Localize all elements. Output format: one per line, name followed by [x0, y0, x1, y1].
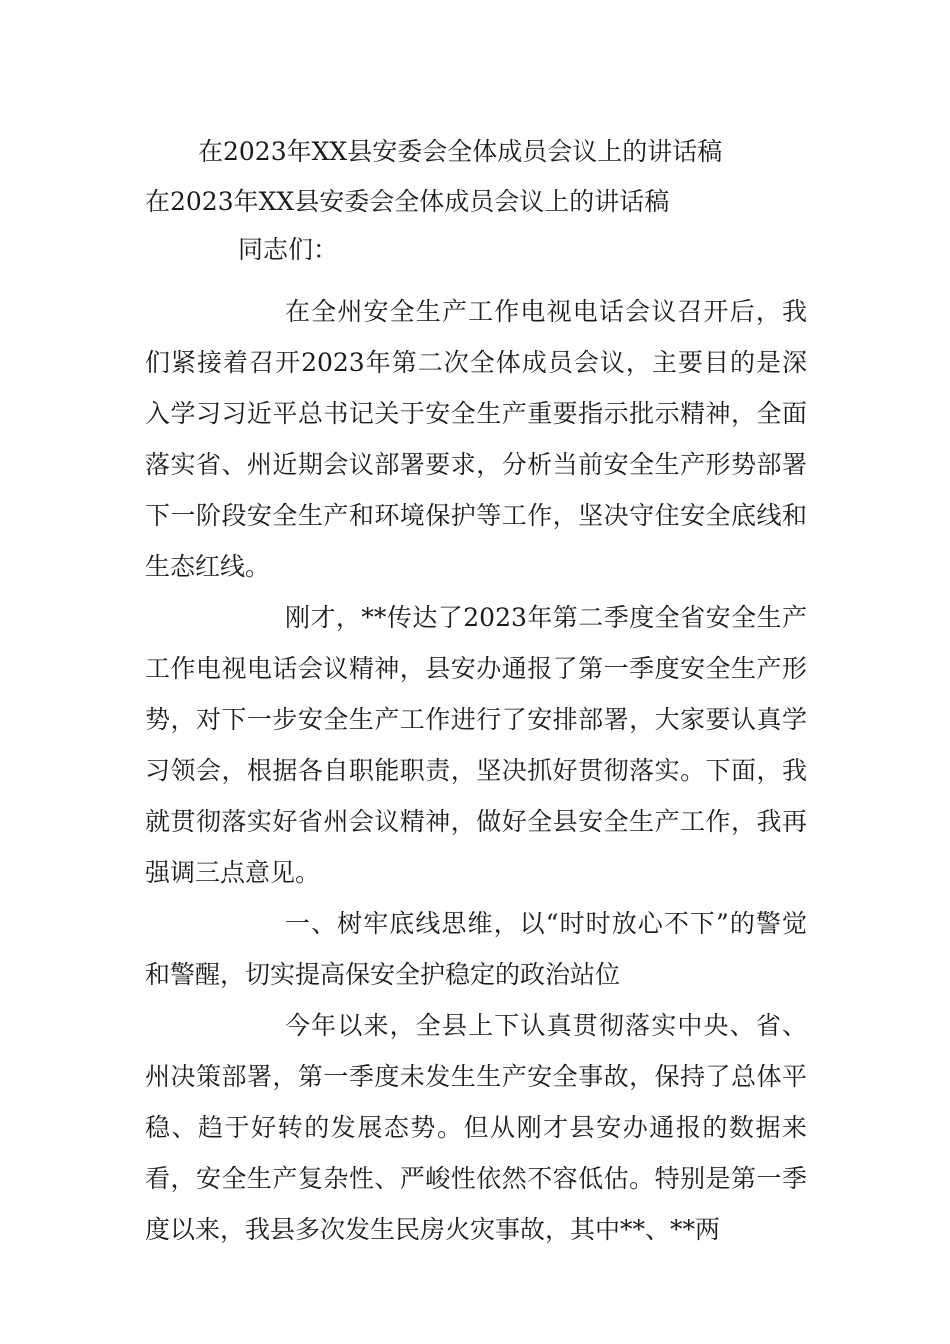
- paragraph-situation: 今年以来，全县上下认真贯彻落实中央、省、州决策部署，第一季度未发生生产安全事故，保持了总体平稳、趋于好转的发展态势。但从刚才县安办通报的数据来看，安全生产复杂性、严峻性依然不容低估。特别是第一季度以来，我县多次发生民房火灾事故，其中**、**两: [145, 1011, 807, 1244]
- section-heading-one: 一、树牢底线思维，以“时时放心不下”的警觉和警醒，切实提高保安全护稳定的政治站位: [145, 909, 807, 989]
- greeting: 同志们：: [238, 235, 339, 264]
- document-title: 在2023年XX县安委会全体成员会议上的讲话稿: [198, 137, 723, 166]
- paragraph-intro: 在全州安全生产工作电视电话会议召开后，我们紧接着召开2023年第二次全体成员会议，主要目的是深入学习习近平总书记关于安全生产重要指示批示精神，全面落实省、州近期会议部署要求，分析当前安全生产形势部署下一阶段安全生产和环境保护等工作，坚决守住安全底线和生态红线。: [145, 297, 807, 581]
- paragraph-summary: 刚才，**传达了2023年第二季度全省安全生产工作电视电话会议精神，县安办通报了第一季度安全生产形势，对下一步安全生产工作进行了安排部署，大家要认真学习领会，根据各自职能职责，坚决抓好贯彻落实。下面，我就贯彻落实好省州会议精神，做好全县安全生产工作，我再强调三点意见。: [145, 603, 807, 887]
- document-body: [145, 286, 807, 1255]
- document-title-repeat: 在2023年XX县安委会全体成员会议上的讲话稿: [145, 187, 670, 216]
